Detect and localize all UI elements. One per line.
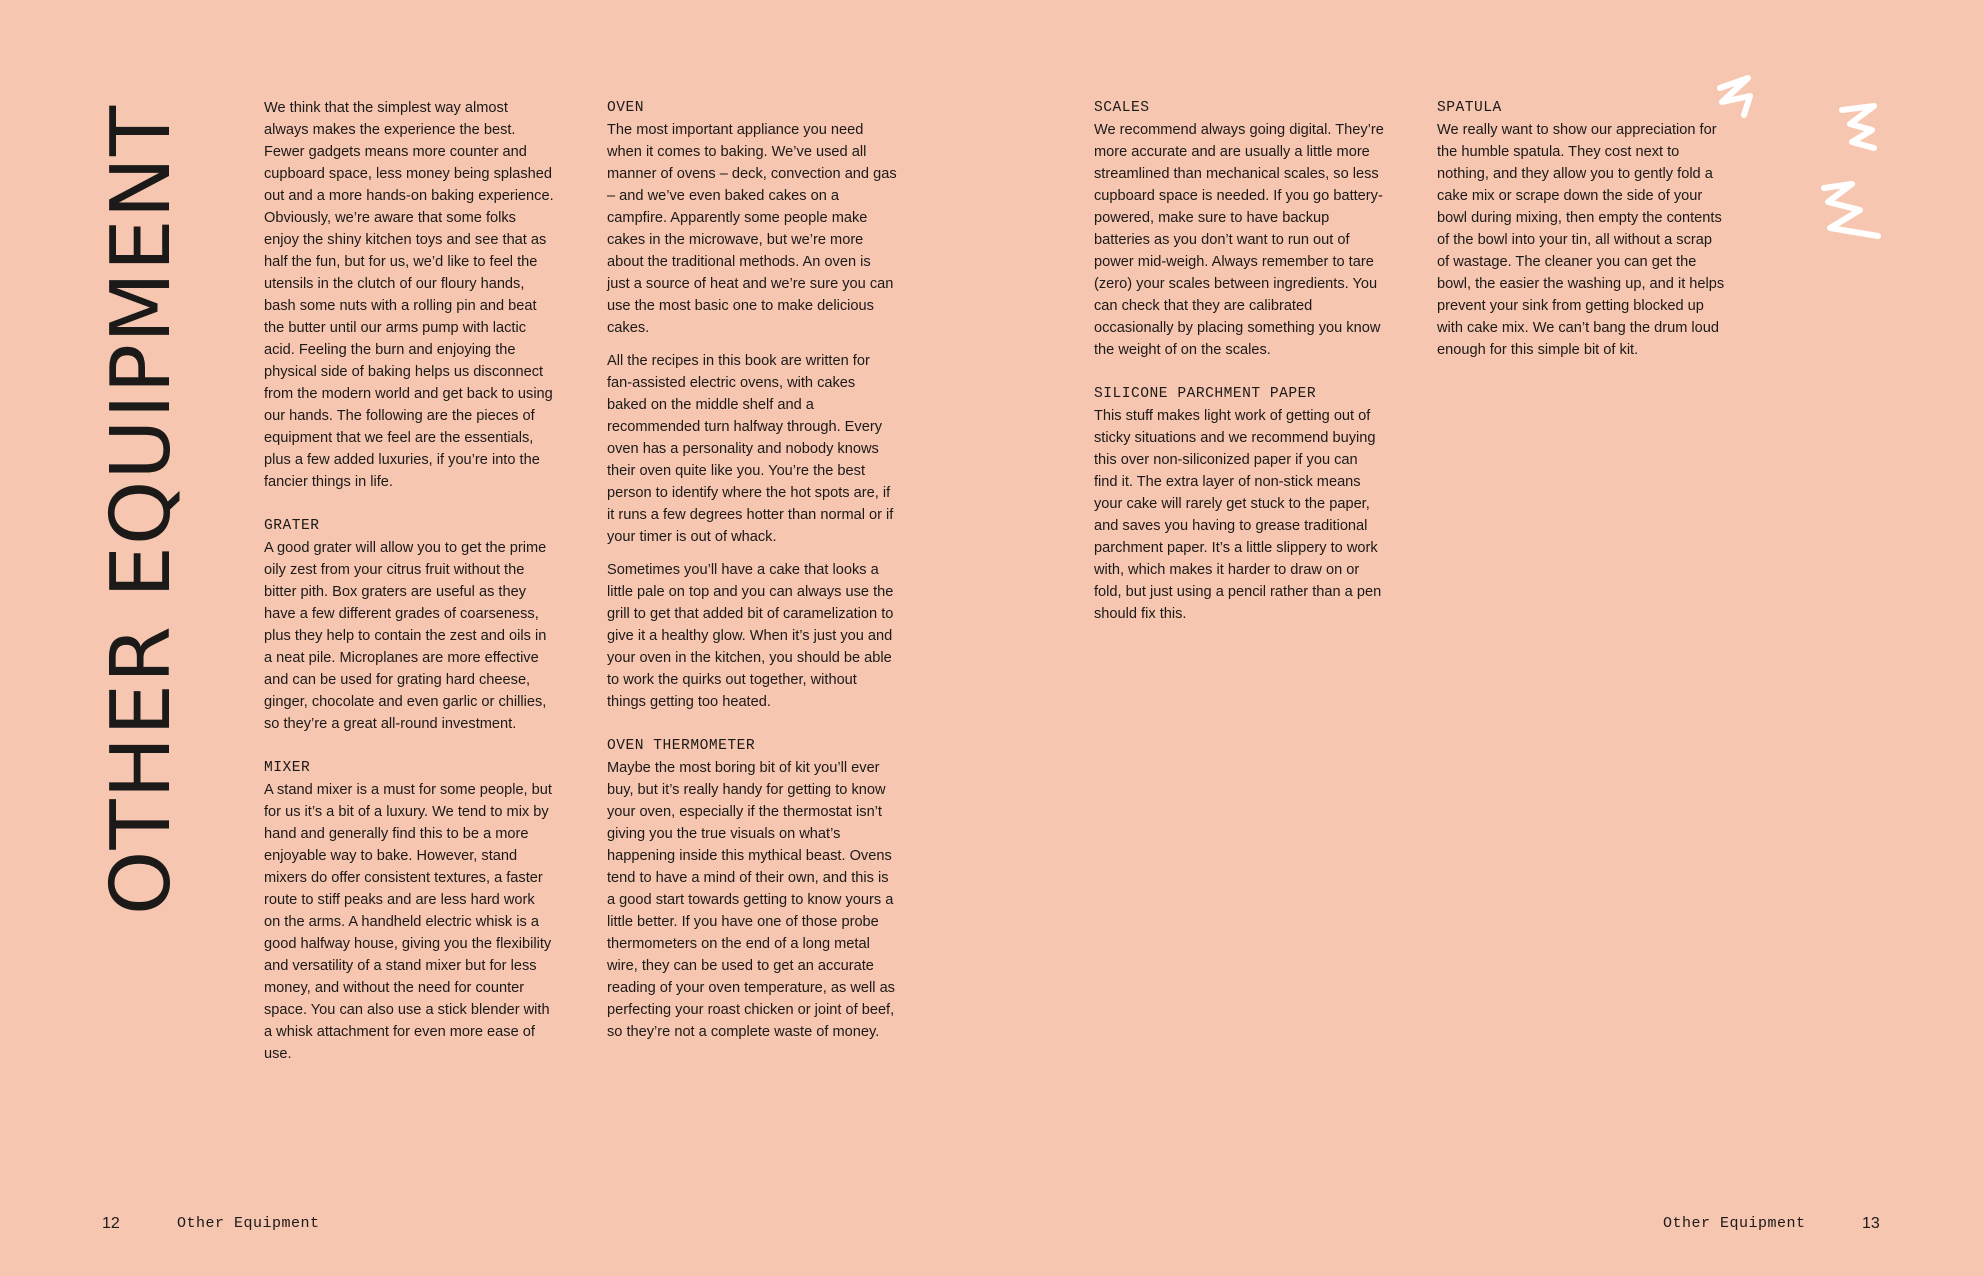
column-4 [1437,97,1727,383]
section-oven-thermometer [607,735,897,1043]
parchment-text: This stuff makes light work of getting out of sticky situations and we recommend buying this over non-siliconized paper if you can find it. The extra layer of non-stick means your cake will rarely get stuck to the paper, and saves you having to grease traditional parchment paper. It’s a little slippery to work with, which makes it harder to draw on or fold, but just using a pencil rather than a pen should fix this. [1094,408,1382,622]
oven-paragraph-3: Sometimes you’ll have a cake that looks a little pale on top and you can always use the grill to get that added bit of caramelization to give it a healthy glow. When it’s just you and your oven in the kitchen, you should be able to work the quirks out together, without things getting too heated. [607,562,894,710]
scales-text: We recommend always going digital. They’re more accurate and are usually a little more streamlined than mechanical scales, so less cupboard space is needed. If you go battery-powered, make sure to have backup batteries as you don’t want to run out of power mid-weigh. Always remember to tare (zero) your scales between ingredients. You can check that they are calibrated occasionally by placing something you know the weight of on the scales. [1094,122,1384,358]
column-3 [1094,97,1384,647]
section-parchment [1094,383,1384,625]
section-scales [1094,97,1384,361]
grater-text: A good grater will allow you to get the prime oily zest from your citrus fruit without the bitter pith. Box graters are useful as they have a few different grades of coarseness, plus they help to contain the zest and oils in a neat pile. Microplanes are more effective and can be used for grating hard cheese, ginger, chocolate and even garlic or chillies, so they’re a great all-round investment. [264,540,547,732]
oven-heading: OVEN [607,100,645,116]
column-2 [607,97,897,1065]
thermometer-heading: OVEN THERMOMETER [607,738,756,754]
grater-heading: GRATER [264,518,320,534]
section-oven [607,97,897,713]
section-mixer [264,757,554,1065]
spatula-text: We really want to show our appreciation for the humble spatula. They cost next to nothing, and they allow you to gently fold a cake mix or scrape down the side of your bowl during mixing, then empty the contents of the bowl into your tin, all without a scrap of wastage. The cleaner you can get the bowl, the easier the washing up, and it helps prevent your sink from getting blocked up with cake mix. We can’t bang the drum loud enough for this simple bit of kit. [1437,122,1725,358]
scales-heading: SCALES [1094,100,1150,116]
thermometer-text: Maybe the most boring bit of kit you’ll ever buy, but it’s really handy for getting to know your oven, especially if the thermostat isn’t giving you the true visuals on what’s happening inside this mythical beast. Ovens tend to have a mind of their own, and this is a good start towards getting to know yours a little better. If you have one of those probe thermometers on the end of a long metal wire, they can be used to get an accurate reading of your oven temperature, as well as perfecting your roast chicken or joint of beef, so they’re not a complete waste of money. [607,760,895,1040]
footer-left-page-number: 12 [102,1215,120,1232]
mixer-text: A stand mixer is a must for some people, but for us it’s a bit of a luxury. We tend to mix by hand and generally find this to be a more enjoyable way to bake. However, stand mixers do offer consistent textures, a faster route to stiff peaks and are less hard work on the arms. A handheld electric whisk is a good halfway house, giving you the flexibility and versatility of a stand mixer but for less money, and without the need for counter space. You can also use a stick blender with a whisk attachment for even more ease of use. [264,782,552,1062]
intro-paragraph: We think that the simplest way almost always makes the experience the best. Fewer gadgets means more counter and cupboard space, less money being splashed out and a more hands-on baking experience. Obviously, we’re aware that some folks enjoy the shiny kitchen toys and see that as half the fun, but for us, we’d like to feel the utensils in the clutch of our floury hands, bash some nuts with a rolling pin and beat the butter until our arms pump with lactic acid. Feeling the burn and enjoying the physical side of baking helps us disconnect from the modern world and get back to using our hands. The following are the pieces of equipment that we feel are the essentials, plus a few added luxuries, if you’re into the fancier things in life. [264,100,554,490]
oven-paragraph-2: All the recipes in this book are written for fan-assisted electric ovens, with cakes baked on the middle shelf and a recommended turn halfway through. Every oven has a personality and nobody knows their oven quite like you. You’re the best person to identify where the hot spots are, if it runs a few degrees hotter than normal or if your timer is out of whack. [607,353,894,545]
footer-right-running-head: Other Equipment [1663,1215,1806,1232]
footer-right-page-number: 13 [1862,1215,1880,1232]
zigzag-doodle-icon [1700,60,1900,260]
mixer-heading: MIXER [264,760,311,776]
oven-paragraph-1: The most important appliance you need when it comes to baking. We’ve used all manner of ovens – deck, convection and gas – and we’ve even baked cakes on a campfire. Apparently some people make cakes in the microwave, but we’re more about the traditional methods. An oven is just a source of heat and we’re sure you can use the most basic one to make delicious cakes. [607,122,897,336]
spatula-heading: SPATULA [1437,100,1502,116]
section-grater [264,515,554,735]
footer-left-running-head: Other Equipment [177,1215,320,1232]
parchment-heading: SILICONE PARCHMENT PAPER [1094,386,1317,402]
vertical-title-container [94,100,189,920]
column-1 [264,97,554,1087]
section-spatula [1437,97,1727,361]
page-title: OTHER EQUIPMENT [94,104,189,916]
